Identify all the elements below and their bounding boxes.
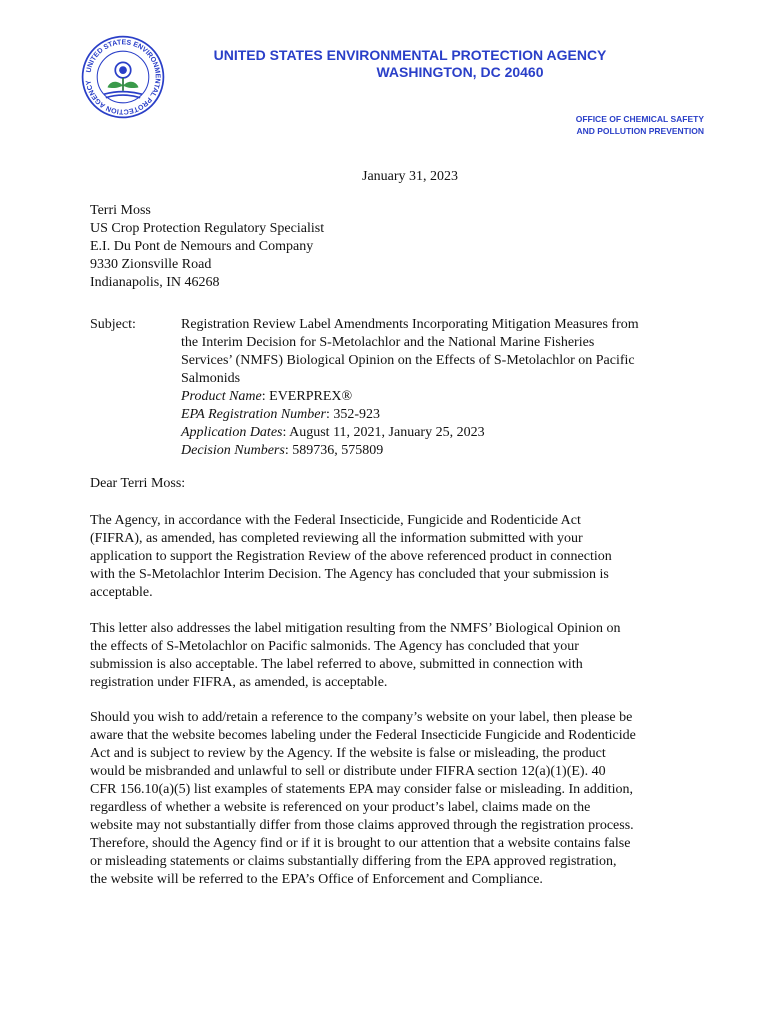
paragraph-line: Act and is subject to review by the Agency. If the website is false or misleading, the product <box>90 746 606 761</box>
body-paragraph-2 <box>90 620 690 692</box>
paragraph-line: Therefore, should the Agency find or if it is brought to our attention that a website contains false <box>90 836 631 851</box>
salutation: Dear Terri Moss: <box>90 476 186 491</box>
office-line-2: AND POLLUTION PREVENTION <box>576 126 704 136</box>
paragraph-line: submission is also acceptable. The label referred to above, submitted in connection with <box>90 657 583 672</box>
agency-heading <box>190 47 630 81</box>
paragraph-line: would be misbranded and unlawful to sell or distribute under FIFRA section 12(a)(1)(E). 40 <box>90 764 606 779</box>
paragraph-line: the effects of S-Metolachlor on Pacific salmonids. The Agency has concluded that your <box>90 639 579 654</box>
paragraph-line: the website will be referred to the EPA’s Office of Enforcement and Compliance. <box>90 872 543 887</box>
recipient-company: E.I. Du Pont de Nemours and Company <box>90 239 314 254</box>
letter-date: January 31, 2023 <box>362 169 459 184</box>
body-paragraph-3 <box>90 709 690 889</box>
paragraph-line: with the S-Metolachlor Interim Decision. The Agency has concluded that your submission is <box>90 567 609 582</box>
registration-number-label: EPA Registration Number <box>181 407 326 422</box>
paragraph-line: registration under FIFRA, as amended, is acceptable. <box>90 675 388 690</box>
recipient-city: Indianapolis, IN 46268 <box>90 275 220 290</box>
recipient-street: 9330 Zionsville Road <box>90 257 212 272</box>
subject-line: Salmonids <box>181 371 241 386</box>
seal-ring-text: UNITED STATES ENVIRONMENTAL PROTECTION AGENCY <box>85 39 161 115</box>
body-paragraph-1 <box>90 512 690 602</box>
paragraph-line: Should you wish to add/retain a reference to the company’s website on your label, then please be <box>90 710 633 725</box>
paragraph-line: website may not substantially differ from those claims approved through the registration process. <box>90 818 634 833</box>
registration-number-value: : 352-923 <box>325 407 380 422</box>
paragraph-line: acceptable. <box>90 585 153 600</box>
paragraph-line: This letter also addresses the label mitigation resulting from the NMFS’ Biological Opinion on <box>90 621 621 636</box>
decision-numbers-value: : 589736, 575809 <box>284 443 384 458</box>
subject-line: Services’ (NMFS) Biological Opinion on the Effects of S-Metolachlor on Pacific <box>181 353 635 368</box>
recipient-name: Terri Moss <box>90 203 151 218</box>
paragraph-line: aware that the website becomes labeling under the Federal Insecticide Fungicide and Rodenticide <box>90 728 636 743</box>
subject-line: Registration Review Label Amendments Incorporating Mitigation Measures from <box>181 317 639 332</box>
office-heading <box>576 113 704 137</box>
paragraph-line: (FIFRA), as amended, has completed reviewing all the information submitted with your <box>90 531 583 546</box>
subject-line: the Interim Decision for S-Metolachlor and the National Marine Fisheries <box>181 335 595 350</box>
application-dates-label: Application Dates <box>181 425 283 440</box>
paragraph-line: The Agency, in accordance with the Federal Insecticide, Fungicide and Rodenticide Act <box>90 513 581 528</box>
decision-numbers-row <box>181 442 681 460</box>
product-name-value: : EVERPREX® <box>261 389 353 404</box>
office-line-1: OFFICE OF CHEMICAL SAFETY <box>575 114 704 124</box>
agency-location: WASHINGTON, DC 20460 <box>376 64 544 80</box>
product-name-row <box>181 388 681 406</box>
decision-numbers-label: Decision Numbers <box>181 443 285 458</box>
epa-seal-logo <box>80 34 166 120</box>
agency-name: UNITED STATES ENVIRONMENTAL PROTECTION AGENCY <box>213 47 607 63</box>
application-dates-value: : August 11, 2021, January 25, 2023 <box>282 425 485 440</box>
registration-number-row <box>181 406 681 424</box>
subject-label: Subject: <box>90 317 136 332</box>
subject-body <box>181 316 681 460</box>
application-dates-row <box>181 424 681 442</box>
paragraph-line: or misleading statements or claims substantially differing from the EPA approved registration, <box>90 854 617 869</box>
recipient-address <box>90 202 324 292</box>
paragraph-line: CFR 156.10(a)(5) list examples of statements EPA may consider false or misleading. In addition, <box>90 782 634 797</box>
recipient-title: US Crop Protection Regulatory Specialist <box>90 221 325 236</box>
paragraph-line: application to support the Registration Review of the above referenced product in connection <box>90 549 612 564</box>
product-name-label: Product Name <box>181 389 262 404</box>
paragraph-line: regardless of whether a website is referenced on your product’s label, claims made on the <box>90 800 591 815</box>
